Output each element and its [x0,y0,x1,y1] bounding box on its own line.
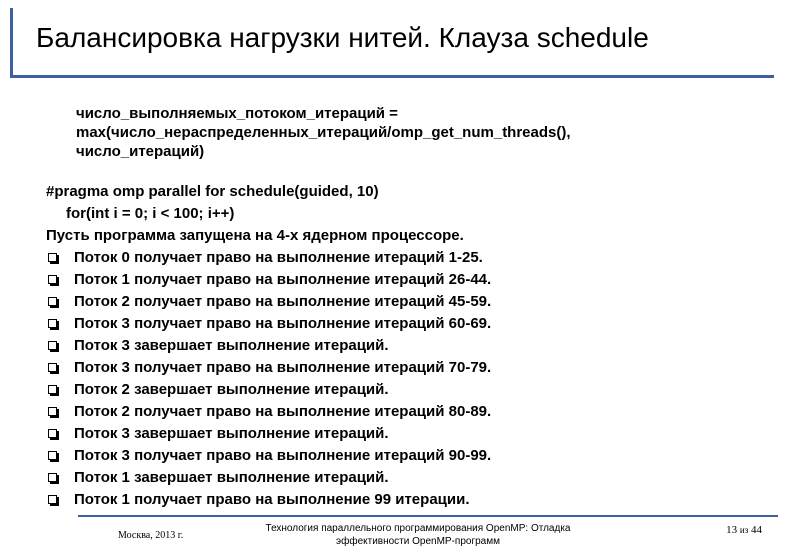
square-bullet-icon [48,451,57,460]
list-item: Поток 2 завершает выполнение итераций. [46,379,491,401]
footer-location-date: Москва, 2013 г. [118,530,184,541]
formula-line-3: число_итераций) [76,143,205,160]
list-item: Поток 0 получает право на выполнение итераций 1-25. [46,247,491,269]
page-separator: из [739,525,749,535]
square-bullet-icon [48,407,57,416]
list-item: Поток 3 получает право на выполнение итераций 60-69. [46,313,491,335]
square-bullet-icon [48,473,57,482]
list-item: Поток 3 завершает выполнение итераций. [46,423,491,445]
footer-course-title [230,522,606,548]
list-item: Поток 1 получает право на выполнение 99 итерации. [46,489,491,511]
page-total: 44 [751,524,762,536]
formula-line-2: max(число_нераспределенных_итераций/omp_get_num_threads(), [76,124,571,141]
slide-title: Балансировка нагрузки нитей. Клауза schedule [36,22,649,53]
list-item: Поток 1 получает право на выполнение итераций 26-44. [46,269,491,291]
for-loop-line: for(int i = 0; i < 100; i++) [66,205,235,222]
bullet-list [46,247,491,511]
square-bullet-icon [48,429,57,438]
footer-course-title-line-2: эффективности OpenMP-программ [336,536,500,547]
square-bullet-icon [48,319,57,328]
footer-course-title-line-1: Технология параллельного программирования OpenMP: Отладка [265,523,571,534]
square-bullet-icon [48,385,57,394]
list-item: Поток 3 получает право на выполнение итераций 90-99. [46,445,491,467]
formula-block [76,104,571,161]
formula-line-1: число_выполняемых_потоком_итераций = [76,105,398,122]
list-item: Поток 1 завершает выполнение итераций. [46,467,491,489]
list-item: Поток 2 получает право на выполнение итераций 80-89. [46,401,491,423]
list-item: Поток 3 получает право на выполнение итераций 70-79. [46,357,491,379]
footer-divider [78,515,778,517]
square-bullet-icon [48,341,57,350]
pragma-line: #pragma omp parallel for schedule(guided, 10) [46,183,379,200]
square-bullet-icon [48,275,57,284]
page-number [726,524,762,536]
square-bullet-icon [48,495,57,504]
list-item: Поток 3 завершает выполнение итераций. [46,335,491,357]
square-bullet-icon [48,297,57,306]
list-item: Поток 2 получает право на выполнение итераций 45-59. [46,291,491,313]
page-current: 13 [726,524,738,536]
slide-content [46,181,491,511]
square-bullet-icon [48,253,57,262]
intro-line: Пусть программа запущена на 4-х ядерном процессоре. [46,227,464,244]
square-bullet-icon [48,363,57,372]
